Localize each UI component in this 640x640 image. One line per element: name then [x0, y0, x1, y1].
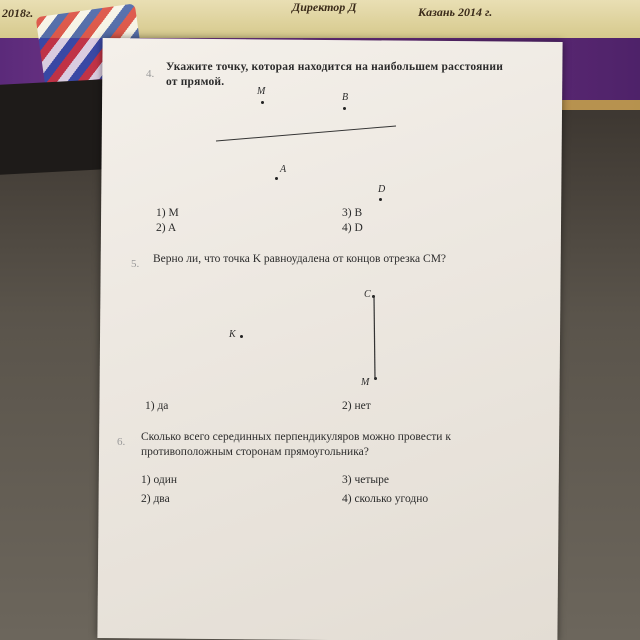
- certificate-city-text: Казань 2014 г.: [418, 5, 493, 19]
- question-6-number: 6.: [117, 436, 126, 448]
- q6-answer-1: 1) один: [141, 474, 178, 486]
- point-B-label: B: [342, 92, 349, 103]
- certificate-year-text: 2018г.: [2, 6, 34, 20]
- q4-answer-2: 2) A: [156, 222, 177, 234]
- question-4-number: 4.: [146, 68, 155, 80]
- q6-answer-4: 4) сколько угодно: [342, 493, 429, 505]
- point-D-label: D: [378, 184, 386, 195]
- question-4-text: Укажите точку, которая находится на наибольшем расстоянии от прямой.: [166, 61, 504, 88]
- question-5-number: 5.: [131, 258, 140, 270]
- q4-answer-4: 4) D: [342, 222, 363, 234]
- point-C-label: C: [364, 289, 371, 300]
- q4-answer-3: 3) B: [342, 207, 363, 219]
- point-M-label-q4: M: [257, 86, 266, 97]
- q6-answer-3: 3) четыре: [342, 474, 389, 486]
- q6-answer-2: 2) два: [141, 493, 170, 505]
- question-6-text: Сколько всего серединных перпендикуляров можно провести к противоположным сторонам прямоугольника?: [141, 431, 451, 458]
- q5-answer-2: 2) нет: [342, 400, 371, 412]
- q5-answer-1: 1) да: [145, 400, 169, 412]
- segment-CM: [374, 296, 375, 379]
- q4-answer-1: 1) M: [156, 207, 179, 219]
- straight-line-q4: [216, 126, 396, 141]
- point-A-label: A: [280, 164, 287, 175]
- point-K-label: K: [229, 329, 236, 340]
- question-5-text: Верно ли, что точка K равноудалена от концов отрезка CM?: [153, 253, 447, 265]
- point-M-label-q5: M: [361, 377, 370, 388]
- certificate-director-text: Директор Д: [292, 0, 357, 14]
